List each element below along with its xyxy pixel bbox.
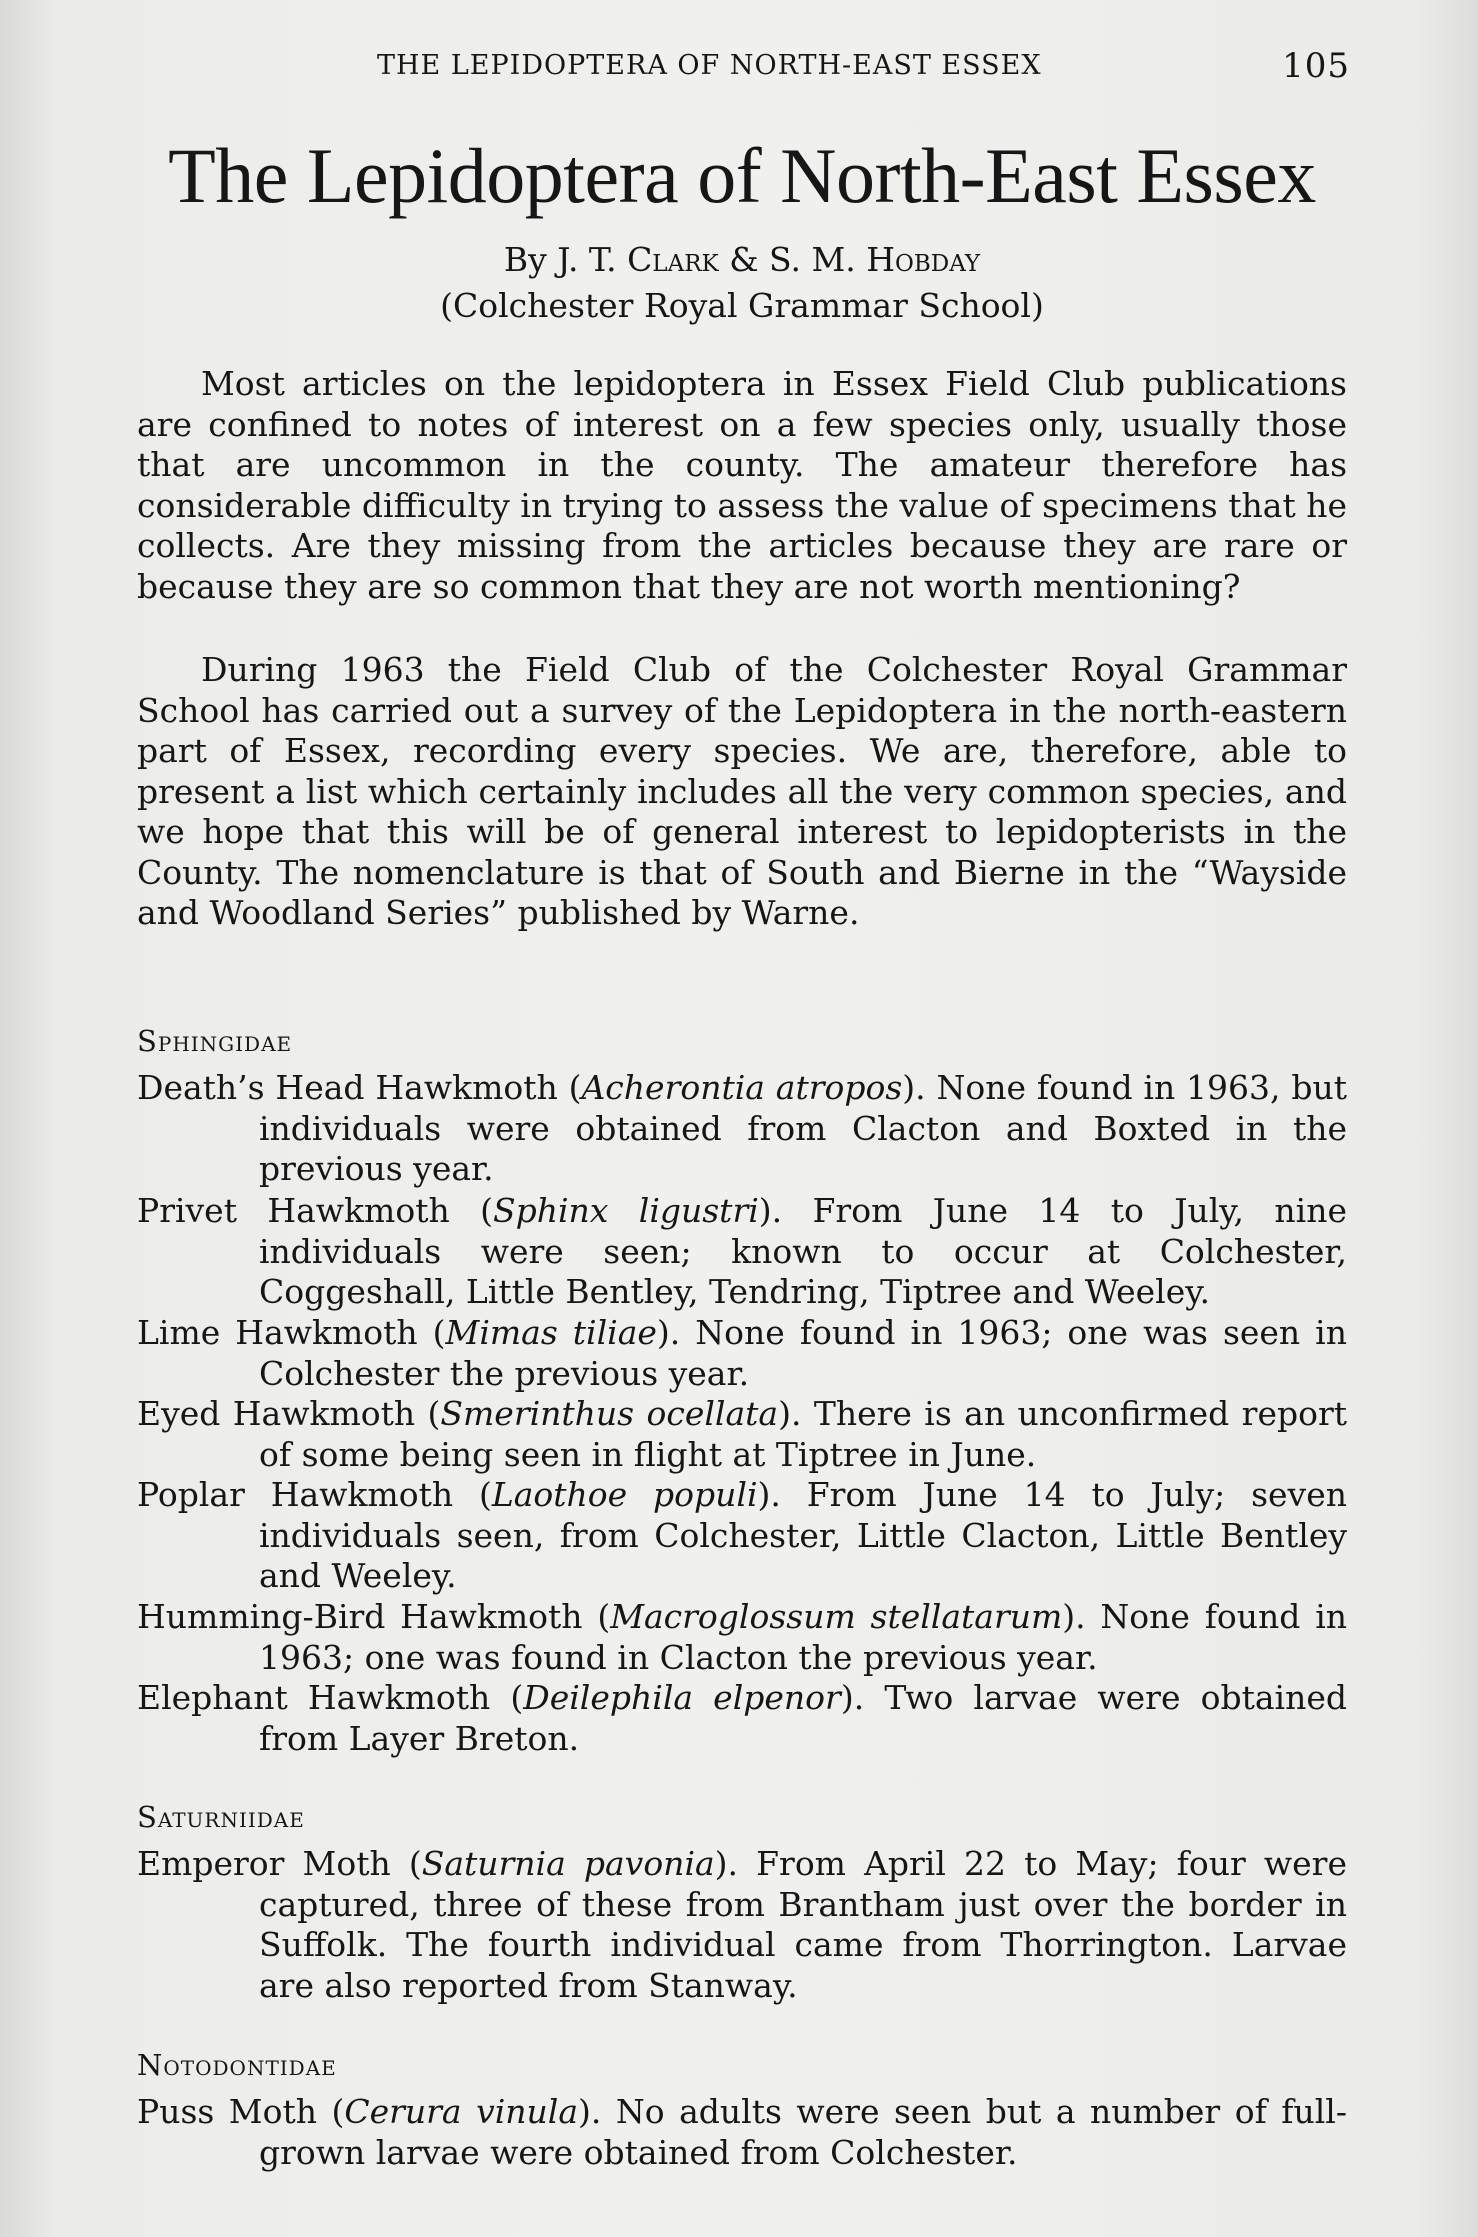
byline-mid: & S. M. xyxy=(718,240,867,279)
affiliation: (Colchester Royal Grammar School) xyxy=(440,286,1044,325)
article-title: The Lepidoptera of North-East Essex xyxy=(168,132,1316,219)
intro-paragraph-2: During 1963 the Field Club of the Colchester Royal Grammar School has carried out a survey of the Lepidoptera in the north-eastern part of Essex, recording every species. We are, therefore, able to present a list which certainly includes all the very common species, and we hope that this will be of general interest to lepidopterists in the County. The nomenclature is that of South and Bierne in the “Wayside and Woodland Series” published by Warne. xyxy=(137,650,1347,932)
author-1-surname: Clark xyxy=(627,240,719,279)
family-heading-notodontidae: Notodontidae xyxy=(137,2048,337,2082)
intro-paragraph-1: Most articles on the lepidoptera in Essex Field Club publications are confined to notes of interest on a few species only, usually those that are uncommon in the county. The amateur therefore has considerable difficulty in trying to assess the value of specimens that he collects. Are they missing from the articles because they are rare or because they are so common that they are not worth mentioning? xyxy=(137,364,1347,606)
species-entry: Poplar Hawkmoth (Laothoe populi). From June 14 to July; seven individuals seen, from Colchester, Little Clacton, Little Bentley and Weeley. xyxy=(137,1475,1347,1595)
species-common-name: Emperor Moth xyxy=(137,1844,391,1883)
family-heading-saturniidae: Saturniidae xyxy=(137,1800,305,1834)
species-common-name: Privet Hawkmoth xyxy=(137,1191,450,1230)
species-notes: From April 22 to May; four were captured, three of these from Brantham just over the border in Suffolk. The fourth individual came from Thorrington. Larvae are also reported from Stanway. xyxy=(259,1844,1347,2005)
species-latin-name: Cerura vinula xyxy=(344,2092,579,2131)
species-entry: Humming-Bird Hawkmoth (Macroglossum stellatarum). None found in 1963; one was found in Clacton the previous year. xyxy=(137,1597,1347,1677)
species-latin-name: Smerinthus ocellata xyxy=(440,1394,779,1433)
species-common-name: Lime Hawkmoth xyxy=(137,1313,418,1352)
species-entry: Death’s Head Hawkmoth (Acherontia atropos). None found in 1963, but individuals were obtained from Clacton and Boxted in the previous year. xyxy=(137,1068,1347,1188)
species-latin-name: Deilephila elpenor xyxy=(523,1678,841,1717)
species-common-name: Eyed Hawkmoth xyxy=(137,1394,416,1433)
species-entry: Emperor Moth (Saturnia pavonia). From April 22 to May; four were captured, three of these from Brantham just over the border in Suffolk. The fourth individual came from Thorrington. Larvae are also reported from Stanway. xyxy=(137,1844,1347,2005)
species-notes: None found in 1963, but individuals were obtained from Clacton and Boxted in the previous year. xyxy=(259,1068,1347,1188)
species-entry: Puss Moth (Cerura vinula). No adults were seen but a number of full-grown larvae were obtained from Colchester. xyxy=(137,2092,1347,2172)
byline-prefix: By J. T. xyxy=(503,240,628,279)
species-latin-name: Sphinx ligustri xyxy=(492,1191,759,1230)
species-entry: Lime Hawkmoth (Mimas tiliae). None found in 1963; one was seen in Colchester the previous year. xyxy=(137,1313,1347,1393)
species-notes: None found in 1963; one was found in Clacton the previous year. xyxy=(259,1597,1347,1677)
species-notes: No adults were seen but a number of full-grown larvae were obtained from Colchester. xyxy=(259,2092,1347,2172)
species-notes: None found in 1963; one was seen in Colchester the previous year. xyxy=(259,1313,1347,1393)
species-notes: From June 14 to July, nine individuals were seen; known to occur at Colchester, Coggeshall, Little Bentley, Tendring, Tiptree and Weeley. xyxy=(259,1191,1348,1311)
species-latin-name: Mimas tiliae xyxy=(445,1313,657,1352)
species-common-name: Poplar Hawkmoth xyxy=(137,1475,454,1514)
family-heading-sphingidae: Sphingidae xyxy=(137,1024,293,1058)
species-notes: From June 14 to July; seven individuals seen, from Colchester, Little Clacton, Little Bentley and Weeley. xyxy=(259,1475,1347,1595)
species-latin-name: Macroglossum stellatarum xyxy=(610,1597,1063,1636)
species-latin-name: Laothoe populi xyxy=(491,1475,758,1514)
running-head-title: THE LEPIDOPTERA OF NORTH-EAST ESSEX xyxy=(377,50,1042,81)
running-head xyxy=(137,46,1350,90)
species-latin-name: Saturnia pavonia xyxy=(421,1844,715,1883)
species-entry: Eyed Hawkmoth (Smerinthus ocellata). There is an unconfirmed report of some being seen in flight at Tiptree in June. xyxy=(137,1394,1347,1474)
species-common-name: Elephant Hawkmoth xyxy=(137,1678,491,1717)
species-entry: Elephant Hawkmoth (Deilephila elpenor). Two larvae were obtained from Layer Breton. xyxy=(137,1678,1347,1758)
page-number: 105 xyxy=(1282,46,1350,86)
species-entry: Privet Hawkmoth (Sphinx ligustri). From June 14 to July, nine individuals were seen; known to occur at Colchester, Coggeshall, Little Bentley, Tendring, Tiptree and Weeley. xyxy=(137,1191,1348,1311)
species-common-name: Puss Moth xyxy=(137,2092,317,2131)
species-notes: Two larvae were obtained from Layer Breton. xyxy=(259,1678,1347,1758)
species-latin-name: Acherontia atropos xyxy=(581,1068,903,1107)
species-common-name: Humming-Bird Hawkmoth xyxy=(137,1597,583,1636)
author-2-surname: Hobday xyxy=(866,240,981,279)
species-notes: There is an unconfirmed report of some being seen in flight at Tiptree in June. xyxy=(259,1394,1347,1474)
byline xyxy=(137,240,1347,280)
species-common-name: Death’s Head Hawkmoth xyxy=(137,1068,558,1107)
